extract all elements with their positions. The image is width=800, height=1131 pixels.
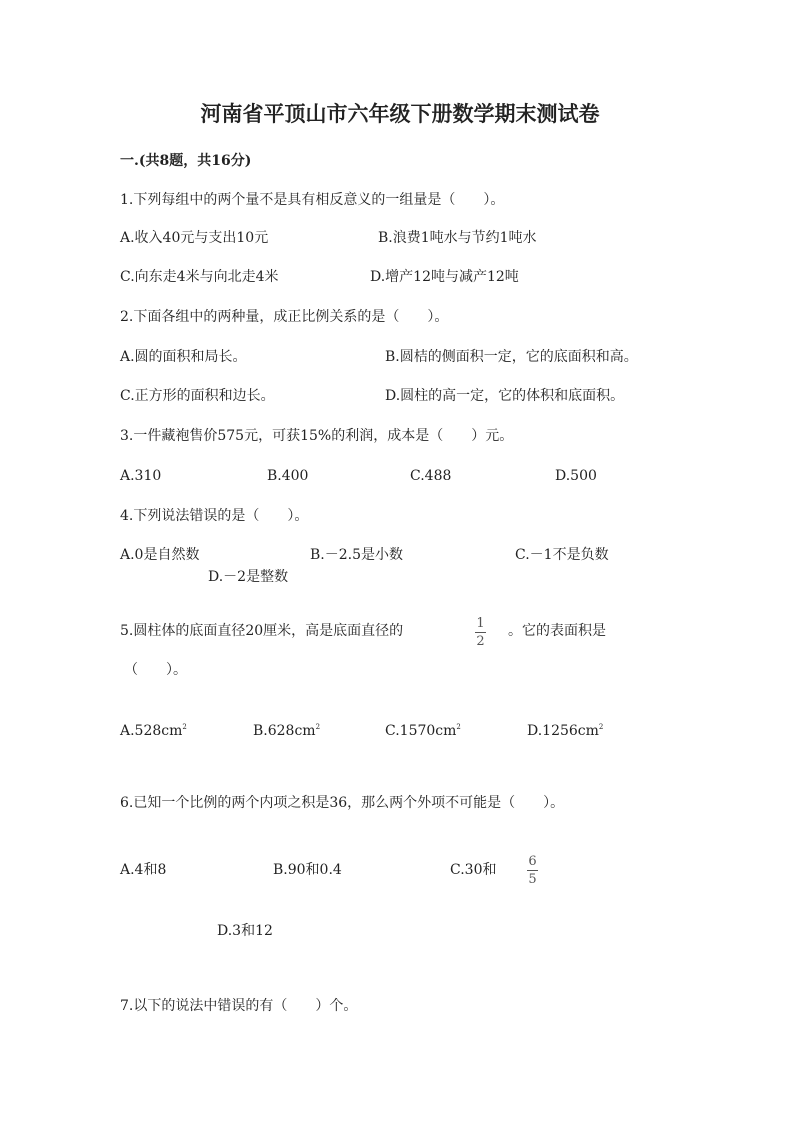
question-6-stem: 6.已知一个比例的两个内项之积是36，那么两个外项不可能是（ ）。: [120, 795, 565, 811]
question-4-stem: 4.下列说法错误的是（ ）。: [120, 508, 309, 524]
question-3-option-c[interactable]: C.488: [410, 468, 452, 484]
fraction-six-fifths: [527, 855, 538, 886]
question-1-option-c[interactable]: C.向东走4米与向北走4米: [120, 269, 279, 285]
question-6-option-d[interactable]: D.3和12: [217, 923, 273, 939]
question-5-stem-continued: 。它的表面积是: [508, 623, 606, 639]
unit-exponent: 2: [315, 723, 321, 731]
question-5-option-a[interactable]: $A.528cm^2$: [120, 723, 187, 739]
question-3-option-d[interactable]: D.500: [555, 468, 597, 484]
question-1-option-b[interactable]: B.浪费1吨水与节约1吨水: [378, 230, 537, 246]
fraction-bar: [527, 870, 538, 871]
question-3-option-b[interactable]: B.400: [267, 468, 309, 484]
question-4-option-b[interactable]: B.－2.5是小数: [310, 547, 404, 563]
question-2-option-b[interactable]: B.圆桔的侧面积一定，它的底面积和高。: [385, 349, 638, 365]
unit-exponent: 2: [456, 723, 461, 731]
question-5-option-d[interactable]: $D.1256cm^2$: [527, 723, 604, 739]
question-1-option-a[interactable]: A.收入40元与支出10元: [120, 230, 269, 246]
question-4-option-c[interactable]: C.－1不是负数: [515, 547, 609, 563]
unit-exponent: 2: [598, 723, 604, 731]
question-2-option-a[interactable]: A.圆的面积和局长。: [120, 349, 247, 365]
question-4-option-a[interactable]: A.0是自然数: [120, 547, 200, 563]
page-title: 河南省平顶山市六年级下册数学期末测试卷: [200, 101, 600, 126]
question-1-stem: 1.下列每组中的两个量不是具有相反意义的一组量是（ ）。: [120, 192, 505, 208]
question-3-stem: 3.一件藏袍售价575元，可获15%的利润，成本是（ ）元。: [120, 428, 514, 444]
question-1-option-d[interactable]: D.增产12吨与减产12吨: [370, 269, 519, 285]
question-6-option-b[interactable]: B.90和0.4: [273, 862, 342, 878]
question-5-answer-blank: （ ）。: [124, 662, 187, 678]
question-6-option-c[interactable]: C.30和: [450, 862, 497, 878]
fraction-denominator: 2: [476, 634, 485, 649]
question-3-option-a[interactable]: A.310: [120, 468, 162, 484]
fraction-numerator: 6: [528, 854, 537, 869]
question-6-option-a[interactable]: A.4和8: [120, 862, 167, 878]
question-4-option-d[interactable]: D.－2是整数: [208, 569, 289, 585]
section-heading: 一.(共8题，共16分): [120, 153, 252, 169]
question-2-option-c[interactable]: C.正方形的面积和边长。: [120, 388, 275, 404]
question-2-stem: 2.下面各组中的两种量，成正比例关系的是（ ）。: [120, 309, 449, 325]
fraction-one-half: [475, 617, 486, 648]
question-5-option-c[interactable]: $C.1570cm^2$: [385, 723, 461, 739]
fraction-numerator: 1: [476, 616, 485, 631]
question-2-option-d[interactable]: D.圆柱的高一定，它的体积和底面积。: [385, 388, 625, 404]
fraction-denominator: 5: [528, 872, 537, 887]
fraction-bar: [475, 632, 486, 633]
question-5-stem: 5.圆柱体的底面直径20厘米，高是底面直径的: [120, 623, 404, 639]
unit-exponent: 2: [182, 723, 187, 731]
question-5-option-b[interactable]: $B.628cm^2$: [253, 723, 321, 739]
question-7-stem: 7.以下的说法中错误的有（ ）个。: [120, 998, 358, 1014]
